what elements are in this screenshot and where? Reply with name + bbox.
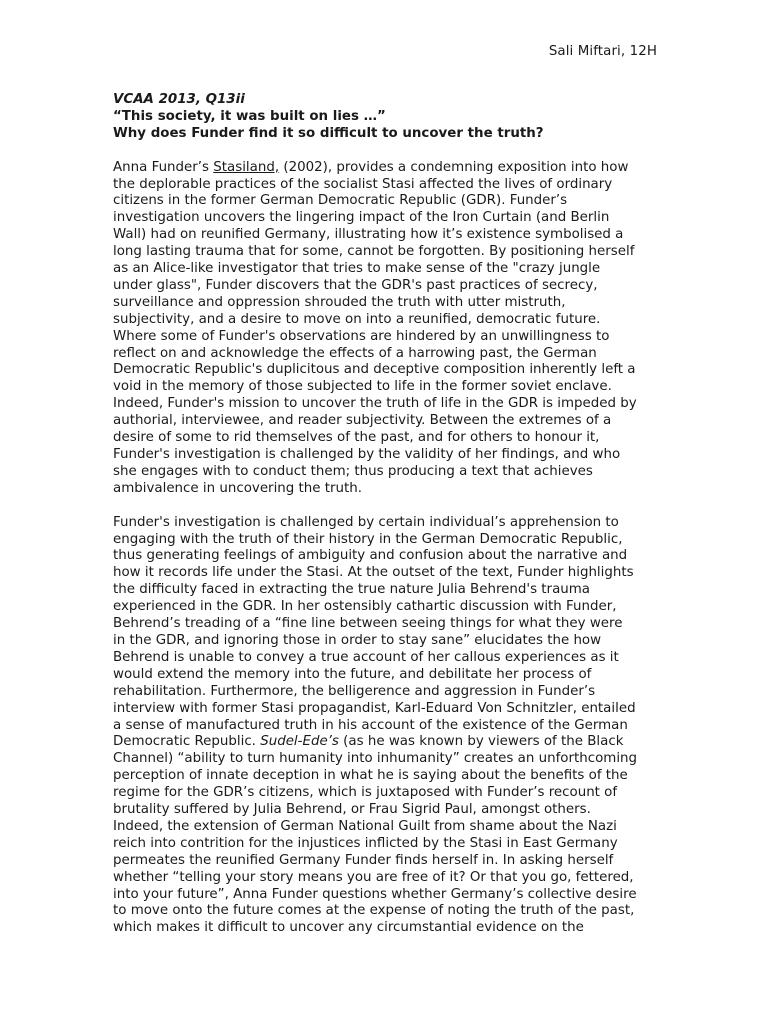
paragraph-line: reich into contrition for the injustices inflicted by the Stasi in East Germany	[113, 835, 618, 851]
question-reference: VCAA 2013, Q13ii	[113, 92, 245, 107]
paragraph-line: would extend the memory into the future, and debilitate her process of	[113, 666, 592, 682]
paragraph-line: experienced in the GDR. In her ostensibly cathartic discussion with Funder,	[113, 599, 617, 615]
paragraph-line: she engages with to conduct them; thus producing a text that achieves	[113, 463, 593, 479]
paragraph-line: rehabilitation. Furthermore, the belligerence and aggression in Funder’s	[113, 683, 596, 699]
paragraph-line: engaging with the truth of their history in the German Democratic Republic,	[113, 531, 623, 547]
paragraph-line: long lasting trauma that for some, cannot be forgotten. By positioning herself	[113, 244, 635, 260]
paragraph-line: which makes it difficult to uncover any circumstantial evidence on the	[113, 920, 584, 936]
paragraph-line: how it records life under the Stasi. At the outset of the text, Funder highlights	[113, 565, 634, 581]
paragraph-line: Behrend is unable to convey a true account of her callous experiences as it	[113, 649, 619, 665]
paragraph-line: void in the memory of those subjected to life in the former soviet enclave.	[113, 379, 612, 395]
paragraph-line: brutality suffered by Julia Behrend, or Frau Sigrid Paul, amongst others.	[113, 802, 591, 818]
body-paragraph	[113, 515, 658, 938]
heading-spacer	[113, 143, 658, 160]
text-run: Democratic Republic.	[113, 734, 261, 750]
paragraph-line: citizens in the former German Democratic Republic (GDR). Funder’s	[113, 193, 568, 209]
text-run: (as he was known by viewers of the Black	[338, 734, 624, 750]
paragraph-line: the deplorable practices of the socialist Stasi affected the lives of ordinary	[113, 176, 613, 192]
paragraph-line: Democratic Republic's duplicitous and deceptive composition inherently left a	[113, 362, 636, 378]
paragraph-line: Where some of Funder's observations are hindered by an unwillingness to	[113, 328, 610, 344]
essay-question: Why does Funder find it so difficult to uncover the truth?	[113, 125, 544, 141]
paragraph-line: reflect on and acknowledge the effects of a harrowing past, the German	[113, 345, 597, 361]
paragraph-line: authorial, interviewee, and reader subjectivity. Between the extremes of a	[113, 413, 612, 429]
paragraph-line: Channel) “ability to turn humanity into inhumanity” creates an unforthcoming	[113, 751, 638, 767]
introduction-paragraph	[113, 160, 658, 498]
paragraph-line: the difficulty faced in extracting the true nature Julia Behrend's trauma	[113, 582, 591, 598]
text-run: (2002), provides a condemning exposition into how	[279, 159, 629, 175]
prompt-quote: “This society, it was built on lies …”	[113, 108, 386, 124]
nickname-italic: Sudel-Ede’s	[260, 734, 339, 750]
paragraph-line: as an Alice-like investigator that tries to make sense of the "crazy jungle	[113, 261, 601, 277]
paragraph-line: subjectivity, and a desire to move on into a reunified, democratic future.	[113, 311, 601, 327]
paragraph-line: thus generating feelings of ambiguity and confusion about the narrative and	[113, 548, 628, 564]
paragraph-line: Funder's investigation is challenged by certain individual’s apprehension to	[113, 514, 619, 530]
essay-body	[113, 92, 658, 937]
paragraph-line: whether “telling your story means you are free of it? Or that you go, fettered,	[113, 869, 634, 885]
paragraph-line: regime for the GDR’s citizens, which is juxtaposed with Funder’s recount of	[113, 785, 618, 801]
author-header: Sali Miftari, 12H	[548, 44, 657, 59]
paragraph-line: investigation uncovers the lingering impact of the Iron Curtain (and Berlin	[113, 210, 610, 226]
paragraph-line: desire of some to rid themselves of the past, and for others to honour it,	[113, 430, 600, 446]
paragraph-line: perception of innate deception in what he is saying about the benefits of the	[113, 768, 628, 784]
paragraph-line: under glass", Funder discovers that the GDR's past practices of secrecy,	[113, 277, 598, 293]
paragraph-line: a sense of manufactured truth in his account of the existence of the German	[113, 717, 628, 733]
paragraph-line: interview with former Stasi propagandist, Karl-Eduard Von Schnitzler, entailed	[113, 700, 636, 716]
paragraph-line: Indeed, Funder's mission to uncover the truth of life in the GDR is impeded by	[113, 396, 637, 412]
essay-heading	[113, 92, 658, 143]
paragraph-line: Funder's investigation is challenged by the validity of her findings, and who	[113, 447, 621, 463]
text-run: Anna Funder’s	[113, 159, 214, 175]
paragraph-line: Indeed, the extension of German National Guilt from shame about the Nazi	[113, 818, 617, 834]
paragraph-line: to move onto the future comes at the expense of noting the truth of the past,	[113, 903, 635, 919]
book-title: Stasiland,	[213, 159, 280, 175]
paragraph-line: surveillance and oppression shrouded the truth with utter mistruth,	[113, 294, 566, 310]
paragraph-line: Wall) had on reunified Germany, illustrating how it’s existence symbolised a	[113, 227, 624, 243]
paragraph-line: permeates the reunified Germany Funder finds herself in. In asking herself	[113, 852, 614, 868]
paragraph-line	[113, 160, 658, 177]
paragraph-line	[113, 734, 658, 751]
paragraph-line: Behrend’s treading of a “fine line between seeing things for what they were	[113, 616, 623, 632]
paragraph-line: in the GDR, and ignoring those in order to stay sane” elucidates the how	[113, 632, 602, 648]
paragraph-line: into your future”, Anna Funder questions whether Germany’s collective desire	[113, 886, 637, 902]
paragraph-line: ambivalence in uncovering the truth.	[113, 480, 362, 496]
